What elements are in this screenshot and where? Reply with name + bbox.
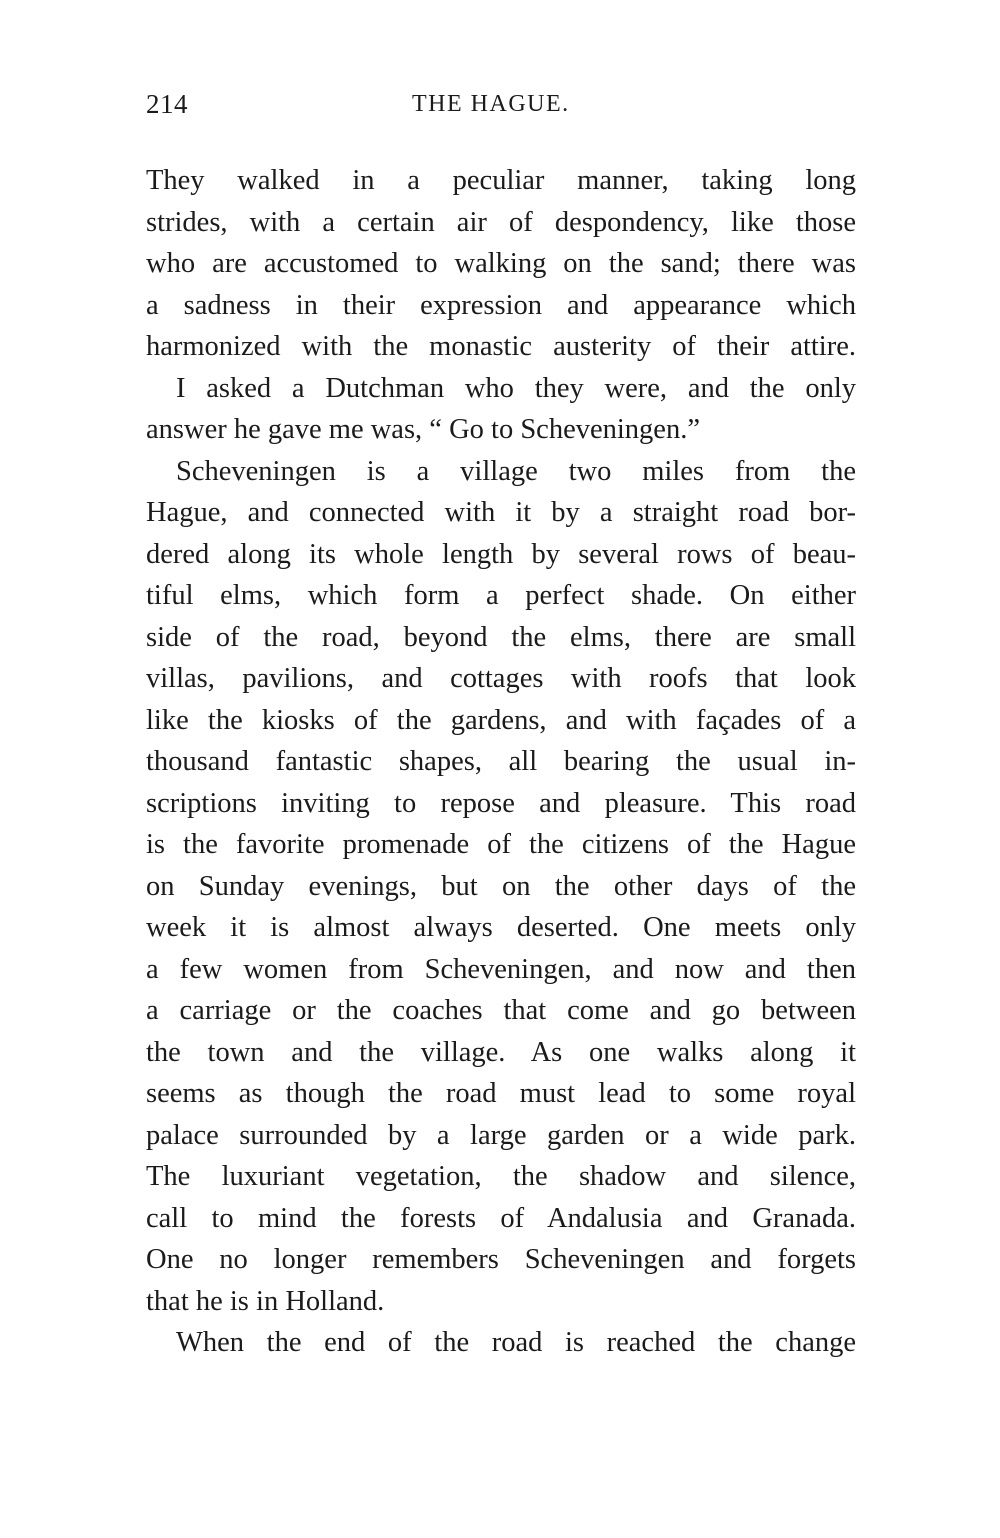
text-line: is the favorite promenade of the citizens of the Hague xyxy=(146,829,856,860)
text-line: seems as though the road must lead to some royal xyxy=(146,1078,856,1109)
text-line: like the kiosks of the gardens, and with façades of a xyxy=(146,704,856,736)
text-line: thousand fantastic shapes, all bearing the usual in- xyxy=(146,746,856,777)
text-line: When the end of the road is reached the change xyxy=(176,1327,856,1358)
page-number: 214 xyxy=(146,89,188,119)
text-line: They walked in a peculiar manner, taking long xyxy=(146,165,856,196)
text-line: a sadness in their expression and appearance which xyxy=(146,289,856,321)
body-text xyxy=(146,160,856,1364)
running-title: THE HAGUE. xyxy=(412,91,570,117)
text-line: a carriage or the coaches that come and go between xyxy=(146,995,856,1026)
text-line: the town and the village. As one walks along it xyxy=(146,1036,856,1068)
text-line: Hague, and connected with it by a straight road bor- xyxy=(146,497,856,528)
text-line: a few women from Scheveningen, and now and then xyxy=(146,953,856,985)
text-line: One no longer remembers Scheveningen and forgets xyxy=(146,1244,856,1275)
text-line: that he is in Holland. xyxy=(146,1285,385,1317)
text-line: palace surrounded by a large garden or a wide park. xyxy=(146,1119,856,1151)
text-line: harmonized with the monastic austerity of their attire. xyxy=(146,331,856,362)
text-line: scriptions inviting to repose and pleasure. This road xyxy=(146,787,856,819)
text-line: villas, pavilions, and cottages with roofs that look xyxy=(146,663,856,694)
text-line: answer he gave me was, “ Go to Scheveningen.” xyxy=(146,414,700,445)
text-line: dered along its whole length by several rows of beau- xyxy=(146,538,856,570)
text-line: The luxuriant vegetation, the shadow and silence, xyxy=(146,1161,856,1192)
text-line: side of the road, beyond the elms, there are small xyxy=(146,621,856,653)
text-line: strides, with a certain air of despondency, like those xyxy=(146,206,856,238)
text-line: I asked a Dutchman who they were, and the only xyxy=(176,372,856,404)
text-line: week it is almost always deserted. One meets only xyxy=(146,912,856,943)
text-line: who are accustomed to walking on the sand; there was xyxy=(146,248,856,279)
text-line: on Sunday evenings, but on the other days of the xyxy=(146,870,856,902)
text-line: Scheveningen is a village two miles from the xyxy=(176,455,856,487)
text-line: tiful elms, which form a perfect shade. On either xyxy=(146,580,856,611)
text-line: call to mind the forests of Andalusia and Granada. xyxy=(146,1202,856,1234)
